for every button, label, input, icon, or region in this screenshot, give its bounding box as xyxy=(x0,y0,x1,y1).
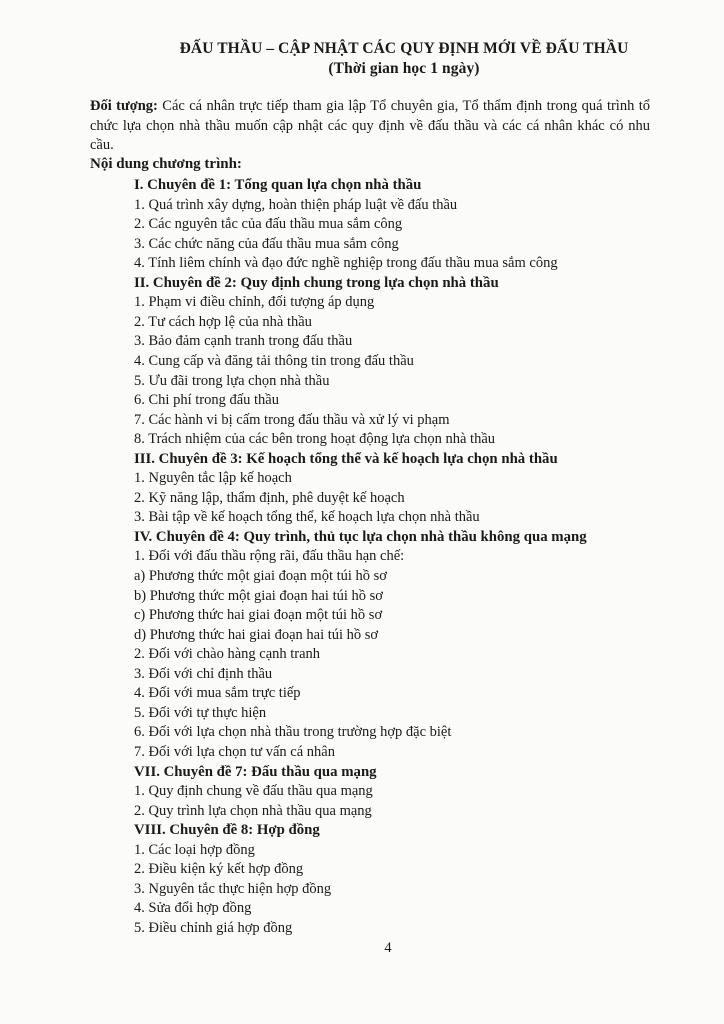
target-audience-label: Đối tượng: xyxy=(90,98,158,114)
list-item: 3. Nguyên tắc thực hiện hợp đồng xyxy=(134,880,332,897)
list-item: 4. Đối với mua sắm trực tiếp xyxy=(134,685,301,702)
page-number: 4 xyxy=(384,940,392,956)
list-item: 3. Bảo đảm cạnh tranh trong đấu thầu xyxy=(134,333,353,350)
list-item: 5. Ưu đãi trong lựa chọn nhà thầu xyxy=(134,372,330,389)
list-item: 5. Đối với tự thực hiện xyxy=(134,704,267,721)
list-item: 3. Đối với chỉ định thầu xyxy=(134,665,273,682)
list-item: 1. Quy định chung về đấu thầu qua mạng xyxy=(134,783,373,800)
list-item: b) Phương thức một giai đoạn hai túi hồ sơ xyxy=(134,587,383,604)
list-item: 2. Điều kiện ký kết hợp đồng xyxy=(134,861,304,878)
list-item: 2. Các nguyên tắc của đấu thầu mua sắm công xyxy=(134,216,403,233)
list-item: 4. Tính liêm chính và đạo đức nghề nghiệp trong đấu thầu mua sắm công xyxy=(134,255,558,272)
list-item: 1. Phạm vi điều chỉnh, đối tượng áp dụng xyxy=(134,294,375,311)
list-item: c) Phương thức hai giai đoạn một túi hồ sơ xyxy=(134,607,383,624)
document-title: ĐẤU THẦU – CẬP NHẬT CÁC QUY ĐỊNH MỚI VỀ ĐẤU THẦU xyxy=(179,40,629,57)
list-item: 1. Các loại hợp đồng xyxy=(134,841,255,858)
section-heading: III. Chuyên đề 3: Kế hoạch tổng thể và kế hoạch lựa chọn nhà thầu xyxy=(134,450,558,467)
list-item: 4. Cung cấp và đăng tải thông tin trong đấu thầu xyxy=(134,352,414,369)
list-item: d) Phương thức hai giai đoạn hai túi hồ sơ xyxy=(134,626,379,643)
list-item: 6. Đối với lựa chọn nhà thầu trong trường hợp đặc biệt xyxy=(134,724,452,741)
list-item: 2. Kỹ năng lập, thẩm định, phê duyệt kế hoạch xyxy=(134,489,405,506)
list-item: 1. Đối với đấu thầu rộng rãi, đấu thầu hạn chế: xyxy=(134,548,405,565)
list-item: 2. Quy trình lựa chọn nhà thầu qua mạng xyxy=(134,802,372,819)
section-heading: I. Chuyên đề 1: Tổng quan lựa chọn nhà thầu xyxy=(134,177,422,193)
list-item: a) Phương thức một giai đoạn một túi hồ sơ xyxy=(134,568,387,584)
section-heading: IV. Chuyên đề 4: Quy trình, thủ tục lựa chọn nhà thầu không qua mạng xyxy=(134,528,587,545)
section-heading: II. Chuyên đề 2: Quy định chung trong lựa chọn nhà thầu xyxy=(134,274,499,291)
list-item: 6. Chi phí trong đấu thầu xyxy=(134,392,279,409)
list-item: 8. Trách nhiệm của các bên trong hoạt động lựa chọn nhà thầu xyxy=(134,431,495,448)
list-item: 7. Đối với lựa chọn tư vấn cá nhân xyxy=(134,743,335,760)
list-item: 3. Bài tập về kế hoạch tổng thể, kế hoạch lựa chọn nhà thầu xyxy=(134,509,480,526)
document-subtitle: (Thời gian học 1 ngày) xyxy=(328,60,480,77)
program-heading: Nội dung chương trình: xyxy=(90,156,242,172)
list-item: 1. Quá trình xây dựng, hoàn thiện pháp luật về đấu thầu xyxy=(134,196,458,213)
list-item: 2. Tư cách hợp lệ của nhà thầu xyxy=(134,313,312,330)
list-item: 3. Các chức năng của đấu thầu mua sắm công xyxy=(134,235,399,252)
section-heading: VII. Chuyên đề 7: Đấu thầu qua mạng xyxy=(134,763,377,780)
list-item: 4. Sửa đổi hợp đồng xyxy=(134,900,252,917)
list-item: 2. Đối với chào hàng cạnh tranh xyxy=(134,646,321,663)
list-item: 1. Nguyên tắc lập kế hoạch xyxy=(134,470,292,487)
target-audience-paragraph xyxy=(90,97,650,156)
list-item: 5. Điều chỉnh giá hợp đồng xyxy=(134,919,293,936)
target-audience-text: Các cá nhân trực tiếp tham gia lập Tổ chuyên gia, Tổ thẩm định trong quá trình tổ chức lựa chọn nhà thầu muốn cập nhật các quy định về đấu thầu và các cá nhân khác có nhu cầu. xyxy=(90,98,651,153)
section-heading: VIII. Chuyên đề 8: Hợp đồng xyxy=(134,822,320,839)
list-item: 7. Các hành vi bị cấm trong đấu thầu và xử lý vi phạm xyxy=(134,411,450,428)
